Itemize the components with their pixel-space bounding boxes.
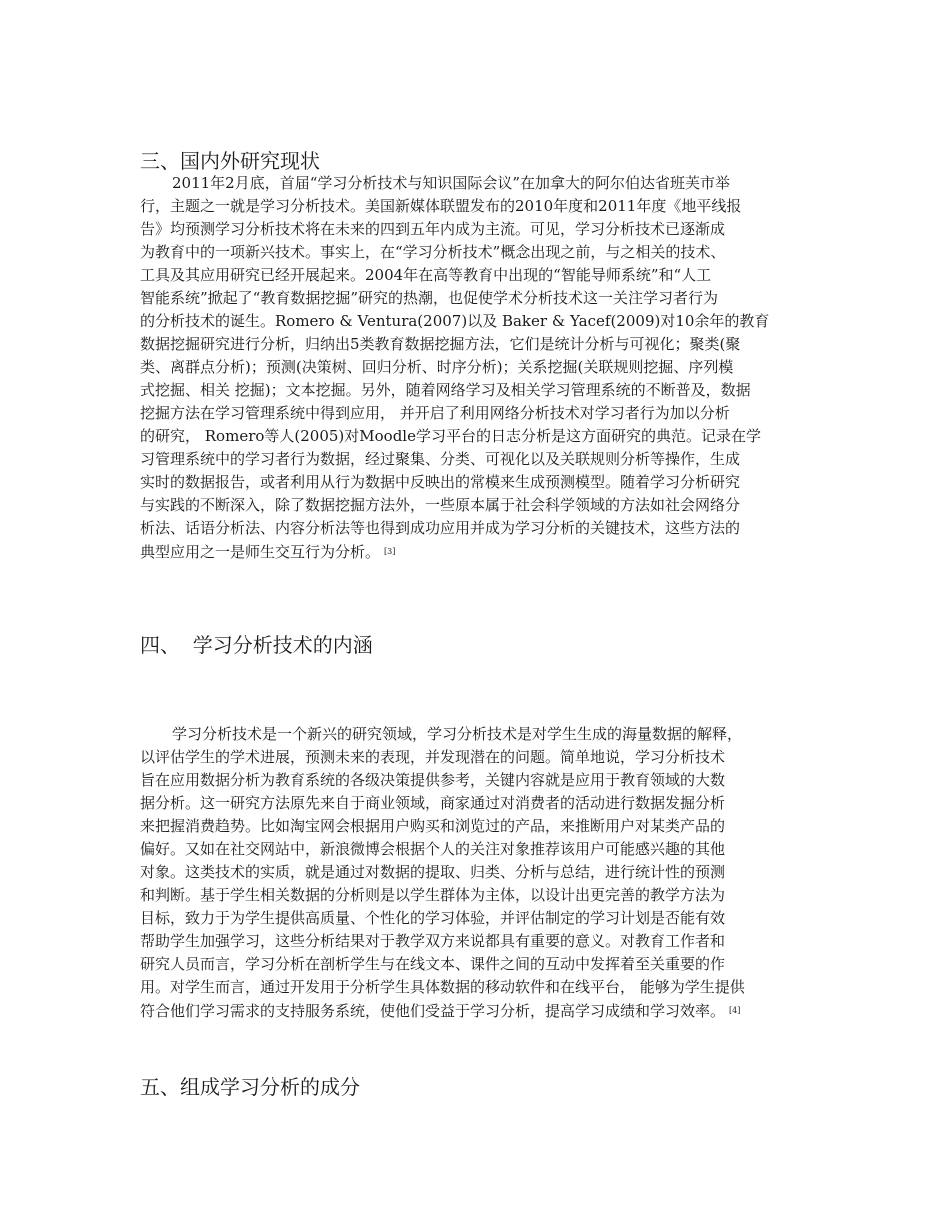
text-line: 类、离群点分析)；预测(决策树、回归分析、时序分析)；关系挖掘(关联规则挖掘、序列模: [140, 358, 734, 376]
text-line: 工具及其应用研究已经开展起来。2004年在高等教育中出现的“智能导师系统”和“人工: [140, 266, 712, 284]
text-line-content: 典型应用之一是师生交互行为分析。: [140, 543, 381, 561]
text-line: 习管理系统中的学习者行为数据，经过聚集、分类、可视化以及关联规则分析等操作，生成: [140, 450, 741, 468]
text-line: 智能系统”掀起了“教育数据挖掘”研究的热潮，也促使学术分析技术这一关注学习者行为: [140, 289, 719, 307]
text-line-content: 符合他们学习需求的支持服务系统，使他们受益于学习分析，提高学习成绩和学习效率。: [140, 1002, 726, 1020]
citation-marker: [4]: [729, 1006, 741, 1015]
text-line: 数据挖掘研究进行分析，归纳出5类教育数据挖掘方法，它们是统计分析与可视化；聚类(聚: [140, 335, 741, 353]
paragraph-connotation: [140, 723, 812, 1022]
text-line-last: [140, 540, 812, 563]
text-line: 挖掘方法在学习管理系统中得到应用， 并开启了利用网络分析技术对学习者行为加以分析: [140, 404, 730, 422]
text-line-last: [140, 999, 812, 1022]
text-line: 对象。这类技术的实质，就是通过对数据的提取、归类、分析与总结，进行统计性的预测: [140, 863, 726, 881]
text-line: 告》均预测学习分析技术将在未来的四到五年内成为主流。可见，学习分析技术已逐渐成: [140, 220, 726, 238]
text-line: 2011年2月底，首届“学习分析技术与知识国际会议”在加拿大的阿尔伯达省班芙市举: [172, 174, 731, 192]
citation-marker: [3]: [384, 547, 396, 556]
section-heading-research-status: 三、国内外研究现状: [140, 149, 320, 173]
text-line: 行，主题之一就是学习分析技术。美国新媒体联盟发布的2010年度和2011年度《地平线报: [140, 197, 742, 215]
text-line: 来把握消费趋势。比如淘宝网会根据用户购买和浏览过的产品，来推断用户对某类产品的: [140, 817, 726, 835]
paragraph-research-status: [140, 172, 812, 563]
text-line: 目标，致力于为学生提供高质量、个性化的学习体验，并评估制定的学习计划是否能有效: [140, 909, 726, 927]
text-line: 用。对学生而言，通过开发用于分析学生具体数据的移动软件和在线平台， 能够为学生提供: [140, 978, 745, 996]
text-line: 学习分析技术是一个新兴的研究领域，学习分析技术是对学生生成的海量数据的解释，: [172, 725, 743, 743]
text-line: 实时的数据报告，或者利用从行为数据中反映出的常模来生成预测模型。随着学习分析研究: [140, 473, 741, 491]
text-line: 和判断。基于学生相关数据的分析则是以学生群体为主体，以设计出更完善的教学方法为: [140, 886, 726, 904]
section-heading-components: 五、组成学习分析的成分: [140, 1075, 360, 1099]
text-line: 的分析技术的诞生。Romero & Ventura(2007)以及 Baker & Yacef(2009)对10余年的教育: [140, 312, 770, 330]
section-heading-connotation: 四、 学习分析技术的内涵: [140, 633, 373, 657]
text-line: 偏好。又如在社交网站中，新浪微博会根据个人的关注对象推荐该用户可能感兴趣的其他: [140, 840, 726, 858]
text-line: 的研究， Romero等人(2005)对Moodle学习平台的日志分析是这方面研究的典范。记录在学: [140, 427, 761, 445]
text-line: 式挖掘、相关 挖掘)；文本挖掘。另外，随着网络学习及相关学习管理系统的不断普及，数据: [140, 381, 751, 399]
text-line: 研究人员而言，学习分析在剖析学生与在线文本、课件之间的互动中发挥着至关重要的作: [140, 955, 726, 973]
text-line: 旨在应用数据分析为教育系统的各级决策提供参考，关键内容就是应用于教育领域的大数: [140, 771, 726, 789]
text-line: 帮助学生加强学习，这些分析结果对于教学双方来说都具有重要的意义。对教育工作者和: [140, 932, 726, 950]
text-line: 析法、话语分析法、内容分析法等也得到成功应用并成为学习分析的关键技术，这些方法的: [140, 519, 741, 537]
text-line: 据分析。这一研究方法原先来自于商业领域，商家通过对消费者的活动进行数据发掘分析: [140, 794, 726, 812]
text-line: 以评估学生的学术进展，预测未来的表现，并发现潜在的问题。简单地说，学习分析技术: [140, 748, 726, 766]
text-line: 与实践的不断深入，除了数据挖掘方法外，一些原本属于社会科学领域的方法如社会网络分: [140, 496, 741, 514]
text-line: 为教育中的一项新兴技术。事实上，在“学习分析技术”概念出现之前，与之相关的技术、: [140, 243, 726, 261]
